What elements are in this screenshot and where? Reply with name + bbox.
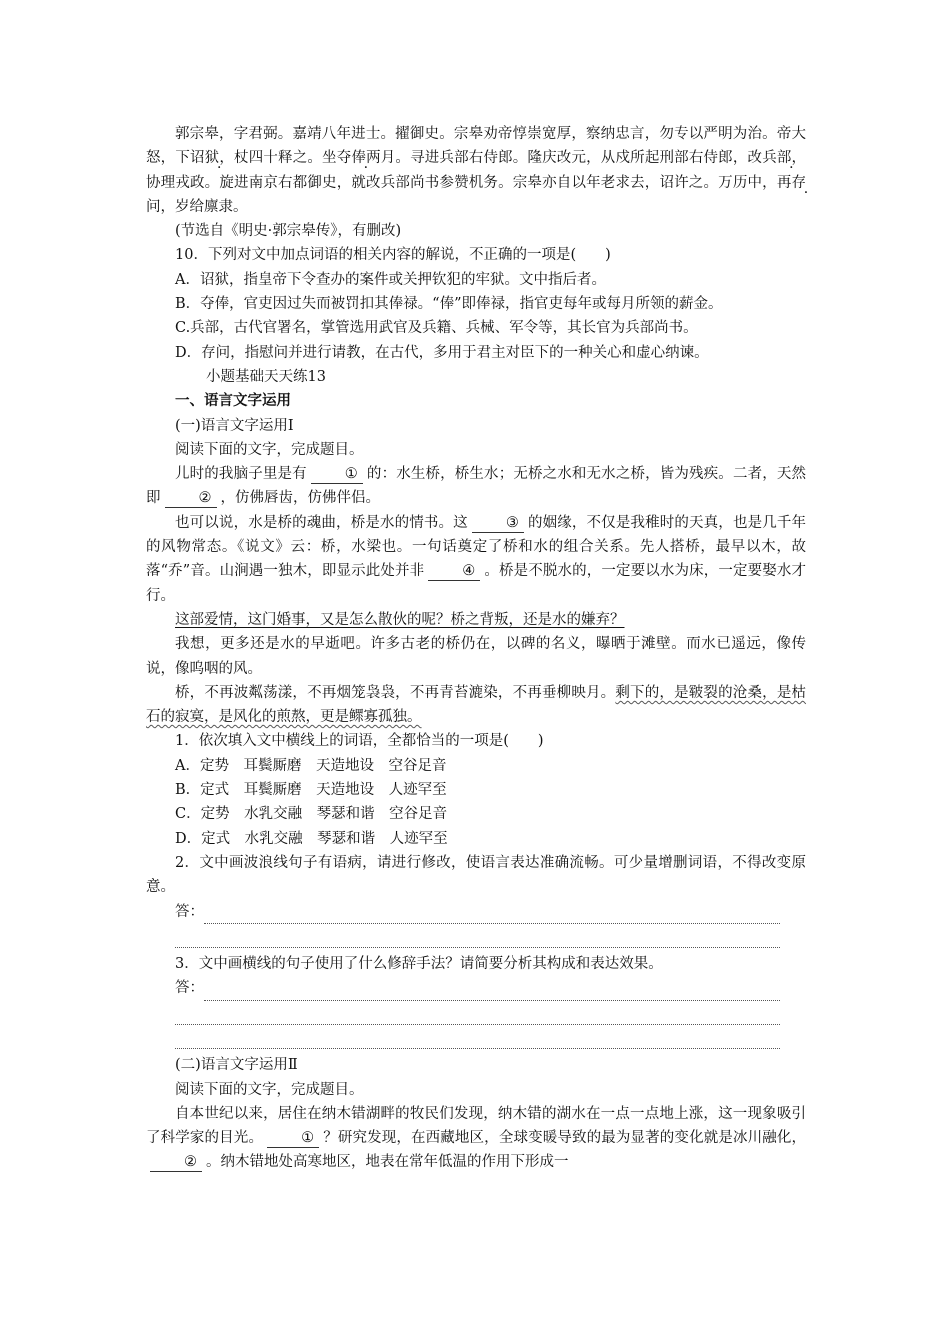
dotted-term: 诏狱 [190, 150, 220, 167]
question-2-answer-line[interactable] [146, 900, 806, 924]
question-3-stem: 3．文中画横线的句子使用了什么修辞手法？请简要分析其构成和表达效果。 [175, 956, 663, 973]
part-1-paragraph-4: 我想，更多还是水的早逝吧。许多古老的桥仍在，以碑的名义，曝晒于滩壁。而水已遥远，像传说，像呜咽的风。 [146, 636, 806, 677]
question-1-option-c: C．定势 水乳交融 琴瑟和谐 空谷足音 [175, 806, 448, 823]
question-1-stem: 1．依次填入文中横线上的词语，全都恰当的一项是( ) [175, 733, 544, 750]
part-1-title: (一)语言文字运用Ⅰ [175, 417, 294, 434]
part-1-instruction: 阅读下面的文字，完成题目。 [175, 441, 364, 458]
question-10-option-d: D．存问，指慰问并进行请教，在古代，多用于君主对臣下的一种关心和虚心纳谏。 [175, 344, 709, 361]
answer-label: 答： [175, 980, 204, 997]
part-2-instruction: 阅读下面的文字，完成题目。 [175, 1081, 364, 1098]
answer-label: 答： [175, 903, 204, 920]
question-3-answer-line[interactable] [146, 976, 806, 1000]
practice-title: 小题基础天天练13 [206, 368, 326, 385]
blank-3: ③ [472, 514, 524, 533]
question-1-option-b: B．定式 耳鬓厮磨 天造地设 人迹罕至 [175, 782, 447, 799]
question-10-option-c: C.兵部，古代官署名，掌管选用武官及兵籍、兵械、军令等，其长官为兵部尚书。 [175, 320, 698, 337]
dotted-term: 夺俸 [336, 150, 367, 167]
question-2-stem: 2．文中画波浪线句子有语病，请进行修改，使语言表达准确流畅。可少量增删词语，不得改变原意。 [146, 854, 806, 896]
part-1-paragraph-3 [146, 608, 806, 632]
blank-part2-1: ① [267, 1129, 319, 1148]
dotted-term: 存问 · [146, 175, 806, 215]
part-2-paragraph-1: 自本世纪以来，居住在纳木错湖畔的牧民们发现，纳木错的湖水在一点一点地上涨，这一现象吸引了科学家的目光。 ① ？研究发现，在西藏地区，全球变暖导致的最为显著的变化就是冰川融化，② 。纳木错地处高寒地区，地表在常年低温的作用下形成一 [146, 1105, 807, 1171]
underlined-sentence: 这部爱情，这门婚事，又是怎么散伙的呢？桥之背叛，还是水的嫌弃？ [175, 611, 625, 628]
blank-1: ① [311, 465, 363, 484]
question-1-option-a: A．定势 耳鬓厮磨 天造地设 空谷足音 [175, 757, 447, 774]
question-1-option-d: D．定式 水乳交融 琴瑟和谐 人迹罕至 [175, 830, 448, 847]
part-1-paragraph-1: 儿时的我脑子里是有 ① 的：水生桥，桥生水；无桥之水和无水之桥，皆为残疾。二者，天然即 ② ，仿佛唇齿，仿佛伴侣。 [146, 466, 807, 507]
question-10-option-a: A．诏狱，指皇帝下令查办的案件或关押钦犯的牢狱。文中指后者。 [175, 271, 606, 288]
blank-part2-2: ② [150, 1153, 202, 1172]
document-content [146, 122, 806, 1175]
dotted-term: 兵部 [762, 150, 792, 167]
section-1-title: 一、语言文字运用 [175, 392, 291, 410]
question-10-option-b: B．夺俸，官吏因过失而被罚扣其俸禄。“俸”即俸禄，指官吏每年或每月所领的薪金。 [175, 296, 723, 313]
part-1-paragraph-2: 也可以说，水是桥的魂曲，桥是水的情书。这 ③ 的姻缘，不仅是我稚时的天真，也是几千年的风物常态。《说文》云：桥，水梁也。一句话奠定了桥和水的组合关系。先人搭桥，最早以木，故落“乔”音。山涧遇一独木，即显示此处并非 ④ 。桥是不脱水的，一定要以水为床，一定要娶水才行。 [146, 514, 807, 604]
answer-fill [204, 988, 780, 1001]
answer-fill [204, 911, 780, 924]
question-3-answer-line-3[interactable] [175, 1025, 780, 1049]
passage-guo-zonggao: 郭宗皋，字君弼。嘉靖八年进士。擢御史。宗皋劝帝惇崇宽厚，察纳忠言，勿专以严明为治。帝大怒，下诏狱，杖四十释之。坐夺俸两月。寻进兵部右侍郎。隆庆改元，从戍所起刑部右侍郎，改兵部，协理戎政。旋进南京右都御史，就改兵部尚书参赞机务。宗皋亦自以年老求去，诏许之。万历中，再存问 ·，岁给廪隶。 [146, 122, 806, 219]
question-3-answer-line-2[interactable] [175, 1001, 780, 1025]
part-1-paragraph-5: 桥，不再波粼荡漾，不再烟笼袅袅，不再青苔漉染，不再垂柳映月。剩下的，是皲裂的沧桑，是枯石的寂寞，是风化的煎熬，更是鳏寡孤独。 [146, 684, 807, 726]
blank-2: ② [165, 489, 217, 508]
blank-4: ④ [428, 562, 480, 581]
wavy-underlined-sentence: 剩下的，是皲裂的沧桑，是枯石的寂寞，是风化的煎熬，更是鳏寡孤独。 [146, 684, 807, 726]
part-2-title: (二)语言文字运用Ⅱ [175, 1057, 298, 1074]
question-2-answer-line-2[interactable] [175, 924, 780, 948]
passage-source: (节选自《明史·郭宗皋传》，有删改) [175, 223, 402, 240]
question-10-stem: 10．下列对文中加点词语的相关内容的解说，不正确的一项是( ) [175, 247, 611, 264]
